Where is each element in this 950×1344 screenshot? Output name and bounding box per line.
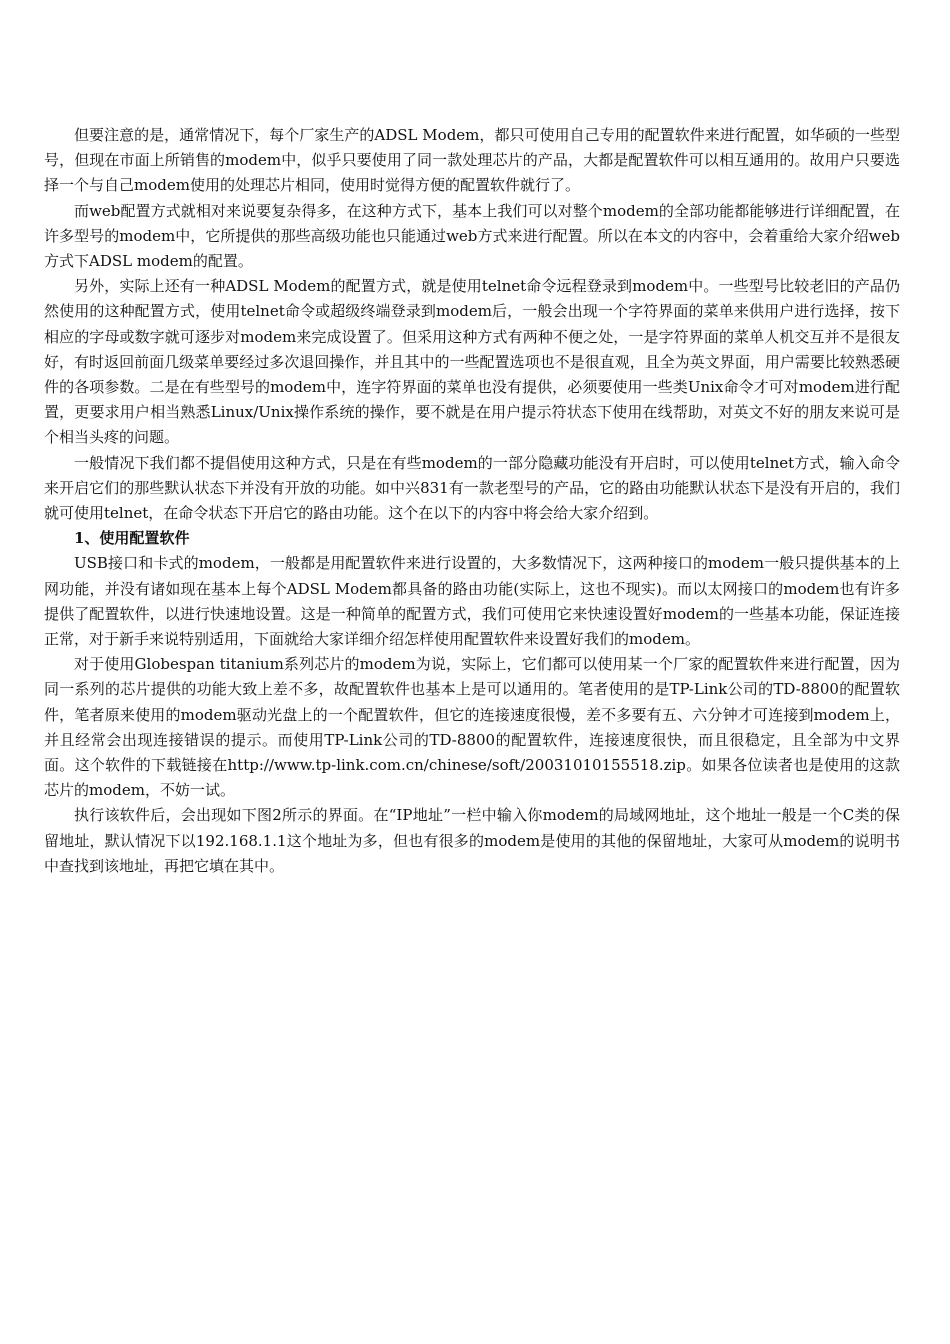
paragraph-telnet-config: 另外，实际上还有一种ADSL Modem的配置方式，就是使用telnet命令远程登录到modem中。一些型号比较老旧的产品仍然使用的这种配置方式，使用telnet命令或超级终端登录到modem后，一般会出现一个字符界面的菜单来供用户进行选择，按下相应的字母或数字就可逐步对modem来完成设置了。但采用这种方式有两种不便之处，一是字符界面的菜单人机交互并不是很友好，有时返回前面几级菜单要经过多次退回操作，并且其中的一些配置选项也不是很直观，且全为英文界面，用户需要比较熟悉硬件的各项参数。二是在有些型号的modem中，连字符界面的菜单也没有提供，必须要使用一些类Unix命令才可对modem进行配置，更要求用户相当熟悉Linux/Unix操作系统的操作，要不就是在用户提示符状态下使用在线帮助，对英文不好的朋友来说可是个相当头疼的问题。 [44, 277, 900, 447]
paragraph-telnet-hidden-features: 一般情况下我们都不提倡使用这种方式，只是在有些modem的一部分隐藏功能没有开启时，可以使用telnet方式，输入命令来开启它们的那些默认状态下并没有开放的功能。如中兴831有一款老型号的产品，它的路由功能默认状态下是没有开启的，我们就可使用telnet，在命令状态下开启它的路由功能。这个在以下的内容中将会给大家介绍到。 [44, 453, 900, 523]
paragraph-custom-config-software: 但要注意的是，通常情况下，每个厂家生产的ADSL Modem，都只可使用自己专用的配置软件来进行配置，如华硕的一些型号，但现在市面上所销售的modem中，似乎只要使用了同一款处理芯片的产品，大都是配置软件可以相互通用的。故用户只要选择一个与自己modem使用的处理芯片相同，使用时觉得方便的配置软件就行了。 [44, 126, 900, 195]
paragraph-globespan-software: 对于使用Globespan titanium系列芯片的modem为说，实际上，它们都可以使用某一个厂家的配置软件来进行配置，因为同一系列的芯片提供的功能大致上差不多，故配置软件也基本上是可以通用的。笔者使用的是TP-Link公司的TD-8800的配置软件，笔者原来使用的modem驱动光盘上的一个配置软件，但它的连接速度很慢，差不多要有五、六分钟才可连接到modem上，并且经常会出现连接错误的提示。而使用TP-Link公司的TD-8800的配置软件，连接速度很快，而且很稳定，且全部为中文界面。这个软件的下载链接在http://www.tp-link.com.cn/chinese/soft/20031010155518.zip。如果各位读者也是使用的这款芯片的modem，不妨一试。 [44, 655, 900, 800]
document-page [44, 123, 900, 879]
paragraph-run-software: 执行该软件后，会出现如下图2所示的界面。在“IP地址”一栏中输入你modem的局域网地址，这个地址一般是一个C类的保留地址，默认情况下以192.168.1.1这个地址为多，但也有很多的modem是使用的其他的保留地址，大家可从modem的说明书中查找到该地址，再把它填在其中。 [44, 806, 900, 875]
section-heading: 1、使用配置软件 [74, 529, 190, 548]
paragraph-usb-modem: USB接口和卡式的modem，一般都是用配置软件来进行设置的，大多数情况下，这两种接口的modem一般只提供基本的上网功能，并没有诸如现在基本上每个ADSL Modem都具备的路由功能(实际上，这也不现实)。而以太网接口的modem也有许多提供了配置软件，以进行快速地设置。这是一种简单的配置方式，我们可使用它来快速设置好modem的一些基本功能，保证连接正常，对于新手来说特别适用，下面就给大家详细介绍怎样使用配置软件来设置好我们的modem。 [44, 554, 900, 649]
paragraph-web-config: 而web配置方式就相对来说要复杂得多，在这种方式下，基本上我们可以对整个modem的全部功能都能够进行详细配置，在许多型号的modem中，它所提供的那些高级功能也只能通过web方式来进行配置。所以在本文的内容中，会着重给大家介绍web方式下ADSL modem的配置。 [44, 201, 900, 271]
